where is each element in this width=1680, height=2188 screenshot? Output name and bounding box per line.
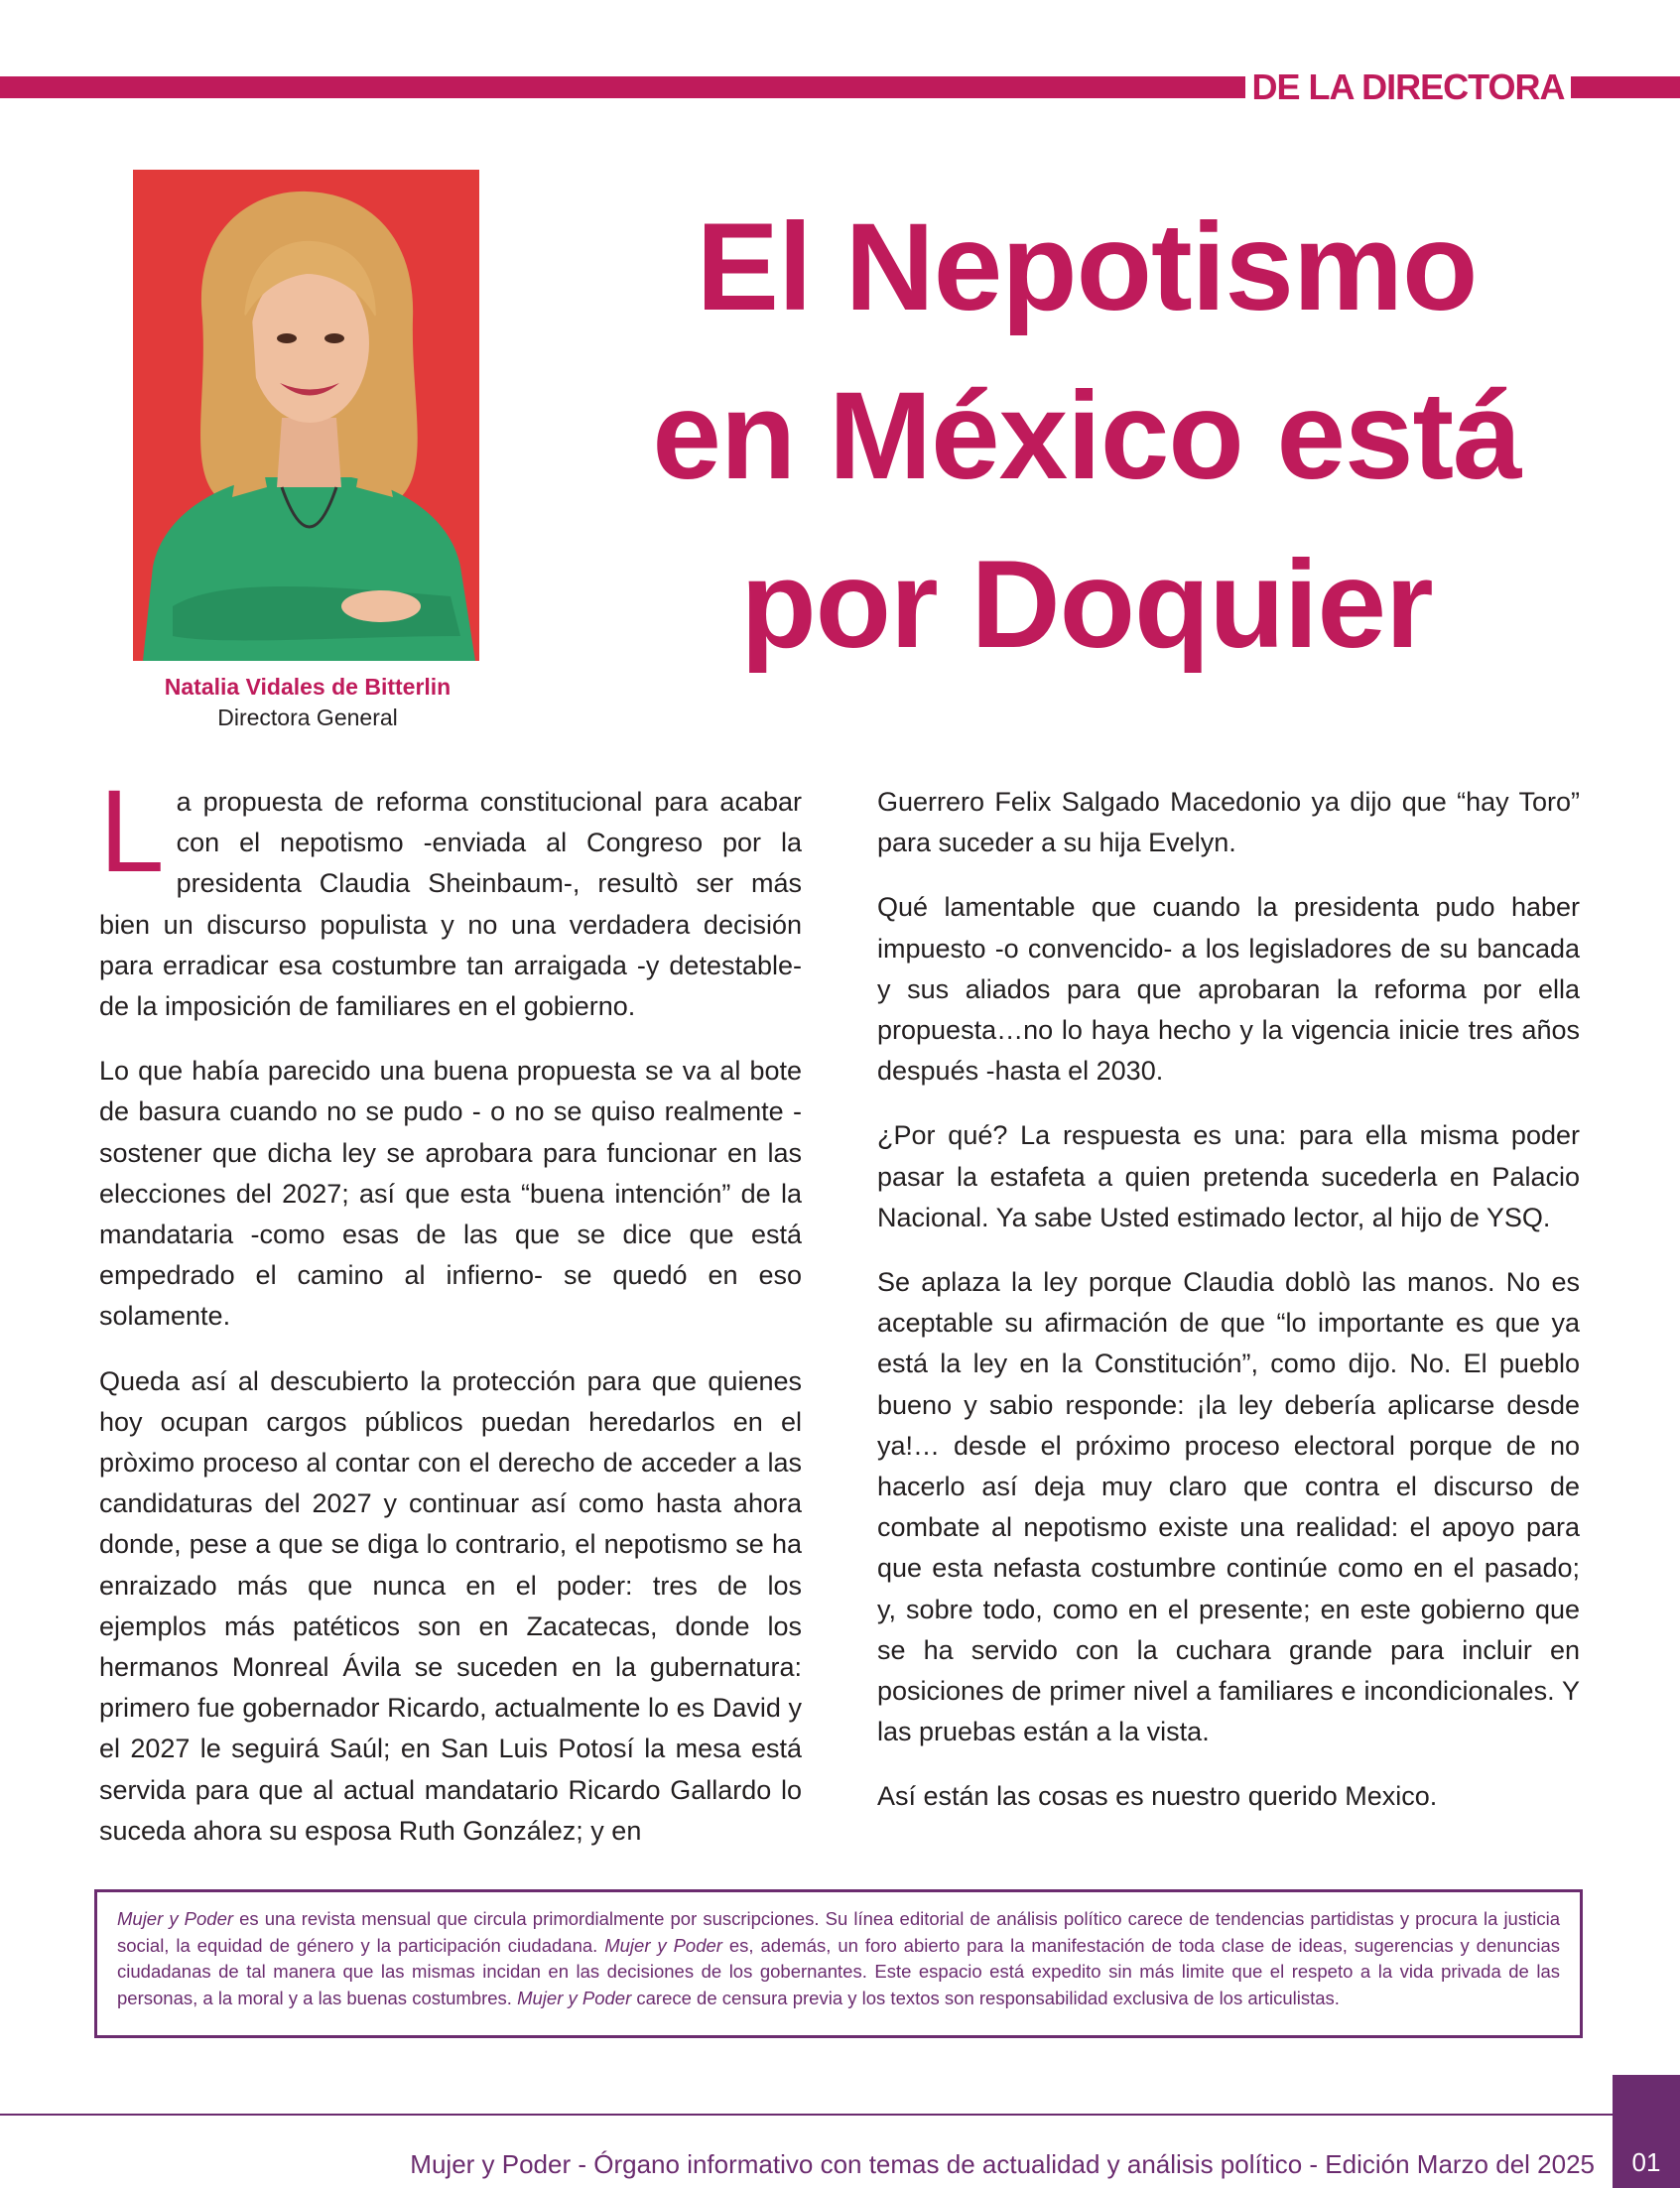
page-number-box <box>1613 2075 1680 2188</box>
paragraph: Lo que había parecido una buena propuesta se va al bote de basura cuando no se pudo - o no se quiso realmente - sostener que dicha ley se aprobara para funcionar en las elecciones del 2027; así que esta “buena intención” de la mandataria -como esas de las que se dice que está empedrado el camino al infierno- se quedó en eso solamente. <box>99 1056 802 1332</box>
disclaimer-text: es, además, un foro abierto para la manifestación de toda clase de ideas, sugerencias y denuncias ciudadanas de tal manera que las mismas incidan en las decisiones de los gobernantes. Este espacio está expedito sin más limite que el respeto a la vida privada de las personas, a la moral y a las buenas costumbres. <box>117 1934 1561 2008</box>
header-rule-left <box>0 76 1245 98</box>
section-label: DE LA DIRECTORA <box>1251 66 1565 107</box>
paragraph <box>99 766 802 1027</box>
headline-line: en México está <box>652 367 1521 505</box>
drop-cap: L <box>99 766 165 897</box>
header-rule-right <box>1571 76 1680 98</box>
paragraph: Así están las cosas es nuestro querido Mexico. <box>877 1781 1438 1812</box>
magazine-name: Mujer y Poder <box>604 1934 722 1956</box>
headline <box>526 184 1647 690</box>
footer-text: Mujer y Poder - Órgano informativo con temas de actualidad y análisis político - Edición Marzo del 2025 <box>410 2149 1595 2179</box>
page-number: 01 <box>1631 2147 1661 2177</box>
footer-rule <box>0 2114 1613 2116</box>
paragraph: Guerrero Felix Salgado Macedonio ya dijo que “hay Toro” para suceder a su hija Evelyn. <box>877 787 1580 858</box>
paragraph: Se aplaza la ley porque Claudia doblò las manos. No es aceptable su afirmación de que “lo importante es que ya está la ley en la Constitución”, como dijo. No. El pueblo bueno y sabio responde: ¡la ley debería aplicarse desde ya!… desde el próximo proceso electoral porque de no hacerlo así deja muy claro que contra el discurso de combate al nepotismo existe una realidad: el apoyo para que esta nefasta costumbre continúe como en el pasado; y, sobre todo, como en el presente; en este gobierno que se ha servido con la cuchara grande para incluir en posiciones de primer nivel a familiares e incondicionales. Y las pruebas están a la vista. <box>877 1267 1580 1747</box>
article-column-left <box>99 766 802 1875</box>
paragraph-text: a propuesta de reforma constitucional para acabar con el nepotismo -enviada al Congreso por la presidenta Claudia Sheinbaum-, resultò ser más bien un discurso populista y no una verdadera decisión para erradicar esa costumbre tan arraigada -y detestable- de la imposición de familiares en el gobierno. <box>99 787 802 1022</box>
author-name: Natalia Vidales de Bitterlin <box>164 674 452 700</box>
disclaimer-text: es una revista mensual que circula primordialmente por suscripciones. Su línea editorial de análisis político carece de tendencias partidistas y procura la justicia social, la equidad de género y la participación ciudadana. <box>117 1908 1560 1956</box>
headline-line: por Doquier <box>740 536 1433 674</box>
disclaimer-text: carece de censura previa y los textos son responsabilidad exclusiva de los articulistas. <box>631 1987 1340 2008</box>
author-role: Directora General <box>217 705 398 730</box>
headline-line: El Nepotismo <box>696 198 1478 336</box>
magazine-name: Mujer y Poder <box>117 1908 234 1929</box>
paragraph: ¿Por qué? La respuesta es una: para ella misma poder pasar la estafeta a quien pretenda sucederla en Palacio Nacional. Ya sabe Usted estimado lector, al hijo de YSQ. <box>877 1120 1580 1232</box>
article-column-right <box>877 782 1580 1842</box>
author-photo <box>133 170 479 661</box>
magazine-name: Mujer y Poder <box>517 1987 632 2008</box>
editorial-disclaimer <box>94 1889 1583 2038</box>
paragraph: Queda así al descubierto la protección para que quienes hoy ocupan cargos públicos puedan heredarlos en el pròximo proceso al contar con el derecho de acceder a las candidaturas del 2027 y continuar así como hasta ahora donde, pese a que se diga lo contrario, el nepotismo se ha enraizado más que nunca en el poder: tres de los ejemplos más patéticos son en Zacatecas, donde los hermanos Monreal Ávila se suceden en la gubernatura: primero fue gobernador Ricardo, actualmente lo es David y el 2027 le seguirá Saúl; en San Luis Potosí la mesa está servida para que al actual mandatario Ricardo Gallardo lo suceda ahora su esposa Ruth González; y en <box>99 1365 802 1846</box>
paragraph: Qué lamentable que cuando la presidenta pudo haber impuesto -o convencido- a los legisladores de su bancada y sus aliados para que aprobaran la reforma por ella propuesta…no lo haya hecho y la vigencia inicie tres años después -hasta el 2030. <box>877 892 1580 1087</box>
